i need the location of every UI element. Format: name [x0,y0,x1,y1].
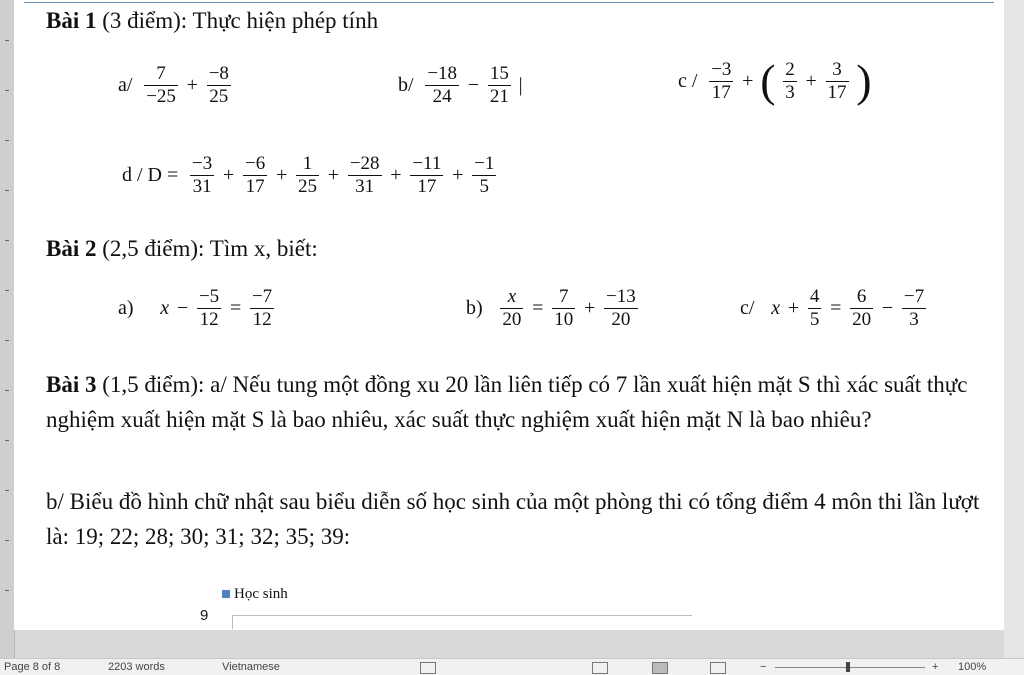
chart-legend [222,586,288,603]
fraction: $\frac{2}{3}$ [785,58,795,103]
zoom-slider-handle[interactable] [846,662,850,672]
chart-y-axis [232,615,233,629]
fraction: $\frac{15}{21}$ [489,63,509,107]
left-paren: ( [760,55,776,106]
bai1-title: Bài 1 [46,8,97,33]
fraction: $\frac{-13}{20}$ [605,286,636,330]
bai2-part-c [740,286,928,331]
fraction: $\frac{6}{20}$ [852,286,872,330]
fraction: $\frac{3}{17}$ [827,58,847,103]
fraction: $\frac{x}{20}$ [502,286,522,330]
operator: − [176,297,189,319]
fraction: $\frac{7}{10}$ [554,286,574,330]
variable: x [160,297,170,319]
fraction: $\frac{-7}{3}$ [903,286,925,330]
part-label: c/ [740,297,755,319]
bai1-part-d [122,153,498,198]
status-bar [0,658,1024,675]
part-label: b) [466,297,483,319]
bai3-text-a: (1,5 điểm): a/ Nếu tung một đồng xu 20 lần liên tiếp có 7 lần xuất hiện mặt S thì xác suất thực nghiệm xuất hiện mặt S là bao nhiêu, xác suất thực nghiệm xuất hiện mặt N là bao nhiêu? [46,372,968,432]
fraction: $\frac{-28}{31}$ [349,153,380,197]
word-count[interactable]: 2203 words [108,661,165,673]
bai1-points: (3 điểm): Thực hiện phép tính [102,8,379,33]
chart-gridline [232,615,692,616]
text-cursor: | [518,74,523,96]
part-label: d / D = [122,164,179,186]
operator: + [327,164,340,186]
bai2-points: (2,5 điểm): Tìm x, biết: [102,236,318,261]
fraction: $\frac{-8}{25}$ [208,63,229,107]
language-indicator[interactable]: Vietnamese [222,661,280,673]
bai2-heading [46,236,318,262]
fraction: $\frac{-5}{12}$ [198,286,220,330]
operator: + [452,164,464,186]
fraction: $\frac{-18}{24}$ [427,63,458,107]
document-page[interactable] [14,0,1004,630]
read-mode-icon[interactable] [592,662,608,674]
web-layout-icon[interactable] [710,662,726,674]
macro-icon[interactable] [420,662,436,674]
zoom-in-button[interactable]: + [932,661,939,673]
part-label: a) [118,297,134,319]
operator: + [186,74,198,96]
bai3-part-a [46,367,996,437]
zoom-out-button[interactable]: − [760,661,767,673]
bai2-part-b [466,286,640,331]
right-paren: ) [856,55,872,106]
document-background [1004,0,1024,658]
equals: = [229,297,242,319]
part-label: a/ [118,74,133,96]
operator: − [467,74,480,96]
operator: + [390,164,402,186]
operator: − [881,297,894,319]
fraction: $\frac{1}{25}$ [298,153,318,197]
operator: + [805,69,817,92]
fraction: $\frac{7}{-25}$ [146,63,176,107]
legend-label: Học sinh [234,586,288,602]
bai2-part-a [118,286,276,331]
fraction: $\frac{-11}{17}$ [412,153,442,197]
part-label: c / [678,69,698,92]
fraction: $\frac{-3}{31}$ [192,153,213,197]
zoom-level[interactable]: 100% [958,661,987,673]
page-top-border [24,2,994,3]
operator: + [276,164,288,186]
fraction: $\frac{-3}{17}$ [711,58,732,103]
fraction: $\frac{-7}{12}$ [251,286,273,330]
fraction: $\frac{-6}{17}$ [245,153,266,197]
vertical-ruler [0,0,15,658]
bai3-title: Bài 3 [46,372,97,397]
bai1-heading [46,8,378,34]
bai1-part-b [398,63,523,108]
operator: + [223,164,235,186]
zoom-slider[interactable] [775,667,925,668]
variable: x [771,297,781,319]
bai1-part-a [118,63,233,108]
legend-swatch [222,590,230,598]
fraction: $\frac{-1}{5}$ [474,153,495,197]
operator: + [787,297,800,319]
chart-y-tick: 9 [200,607,209,624]
bai2-title: Bài 2 [46,236,97,261]
print-layout-icon[interactable] [652,662,668,674]
operator: + [742,69,754,92]
equals: = [830,297,842,319]
fraction: $\frac{4}{5}$ [809,286,820,330]
bai1-part-c [678,55,872,106]
bai3-part-b: b/ Biểu đồ hình chữ nhật sau biểu diễn số học sinh của một phòng thi có tổng điểm 4 môn thi lần lượt là: 19; 22; 28; 30; 31; 32; 35; 39: [46,489,980,549]
equals: = [532,297,544,319]
page-count[interactable]: Page 8 of 8 [4,661,61,673]
part-label: b/ [398,74,414,96]
operator: + [583,297,596,319]
